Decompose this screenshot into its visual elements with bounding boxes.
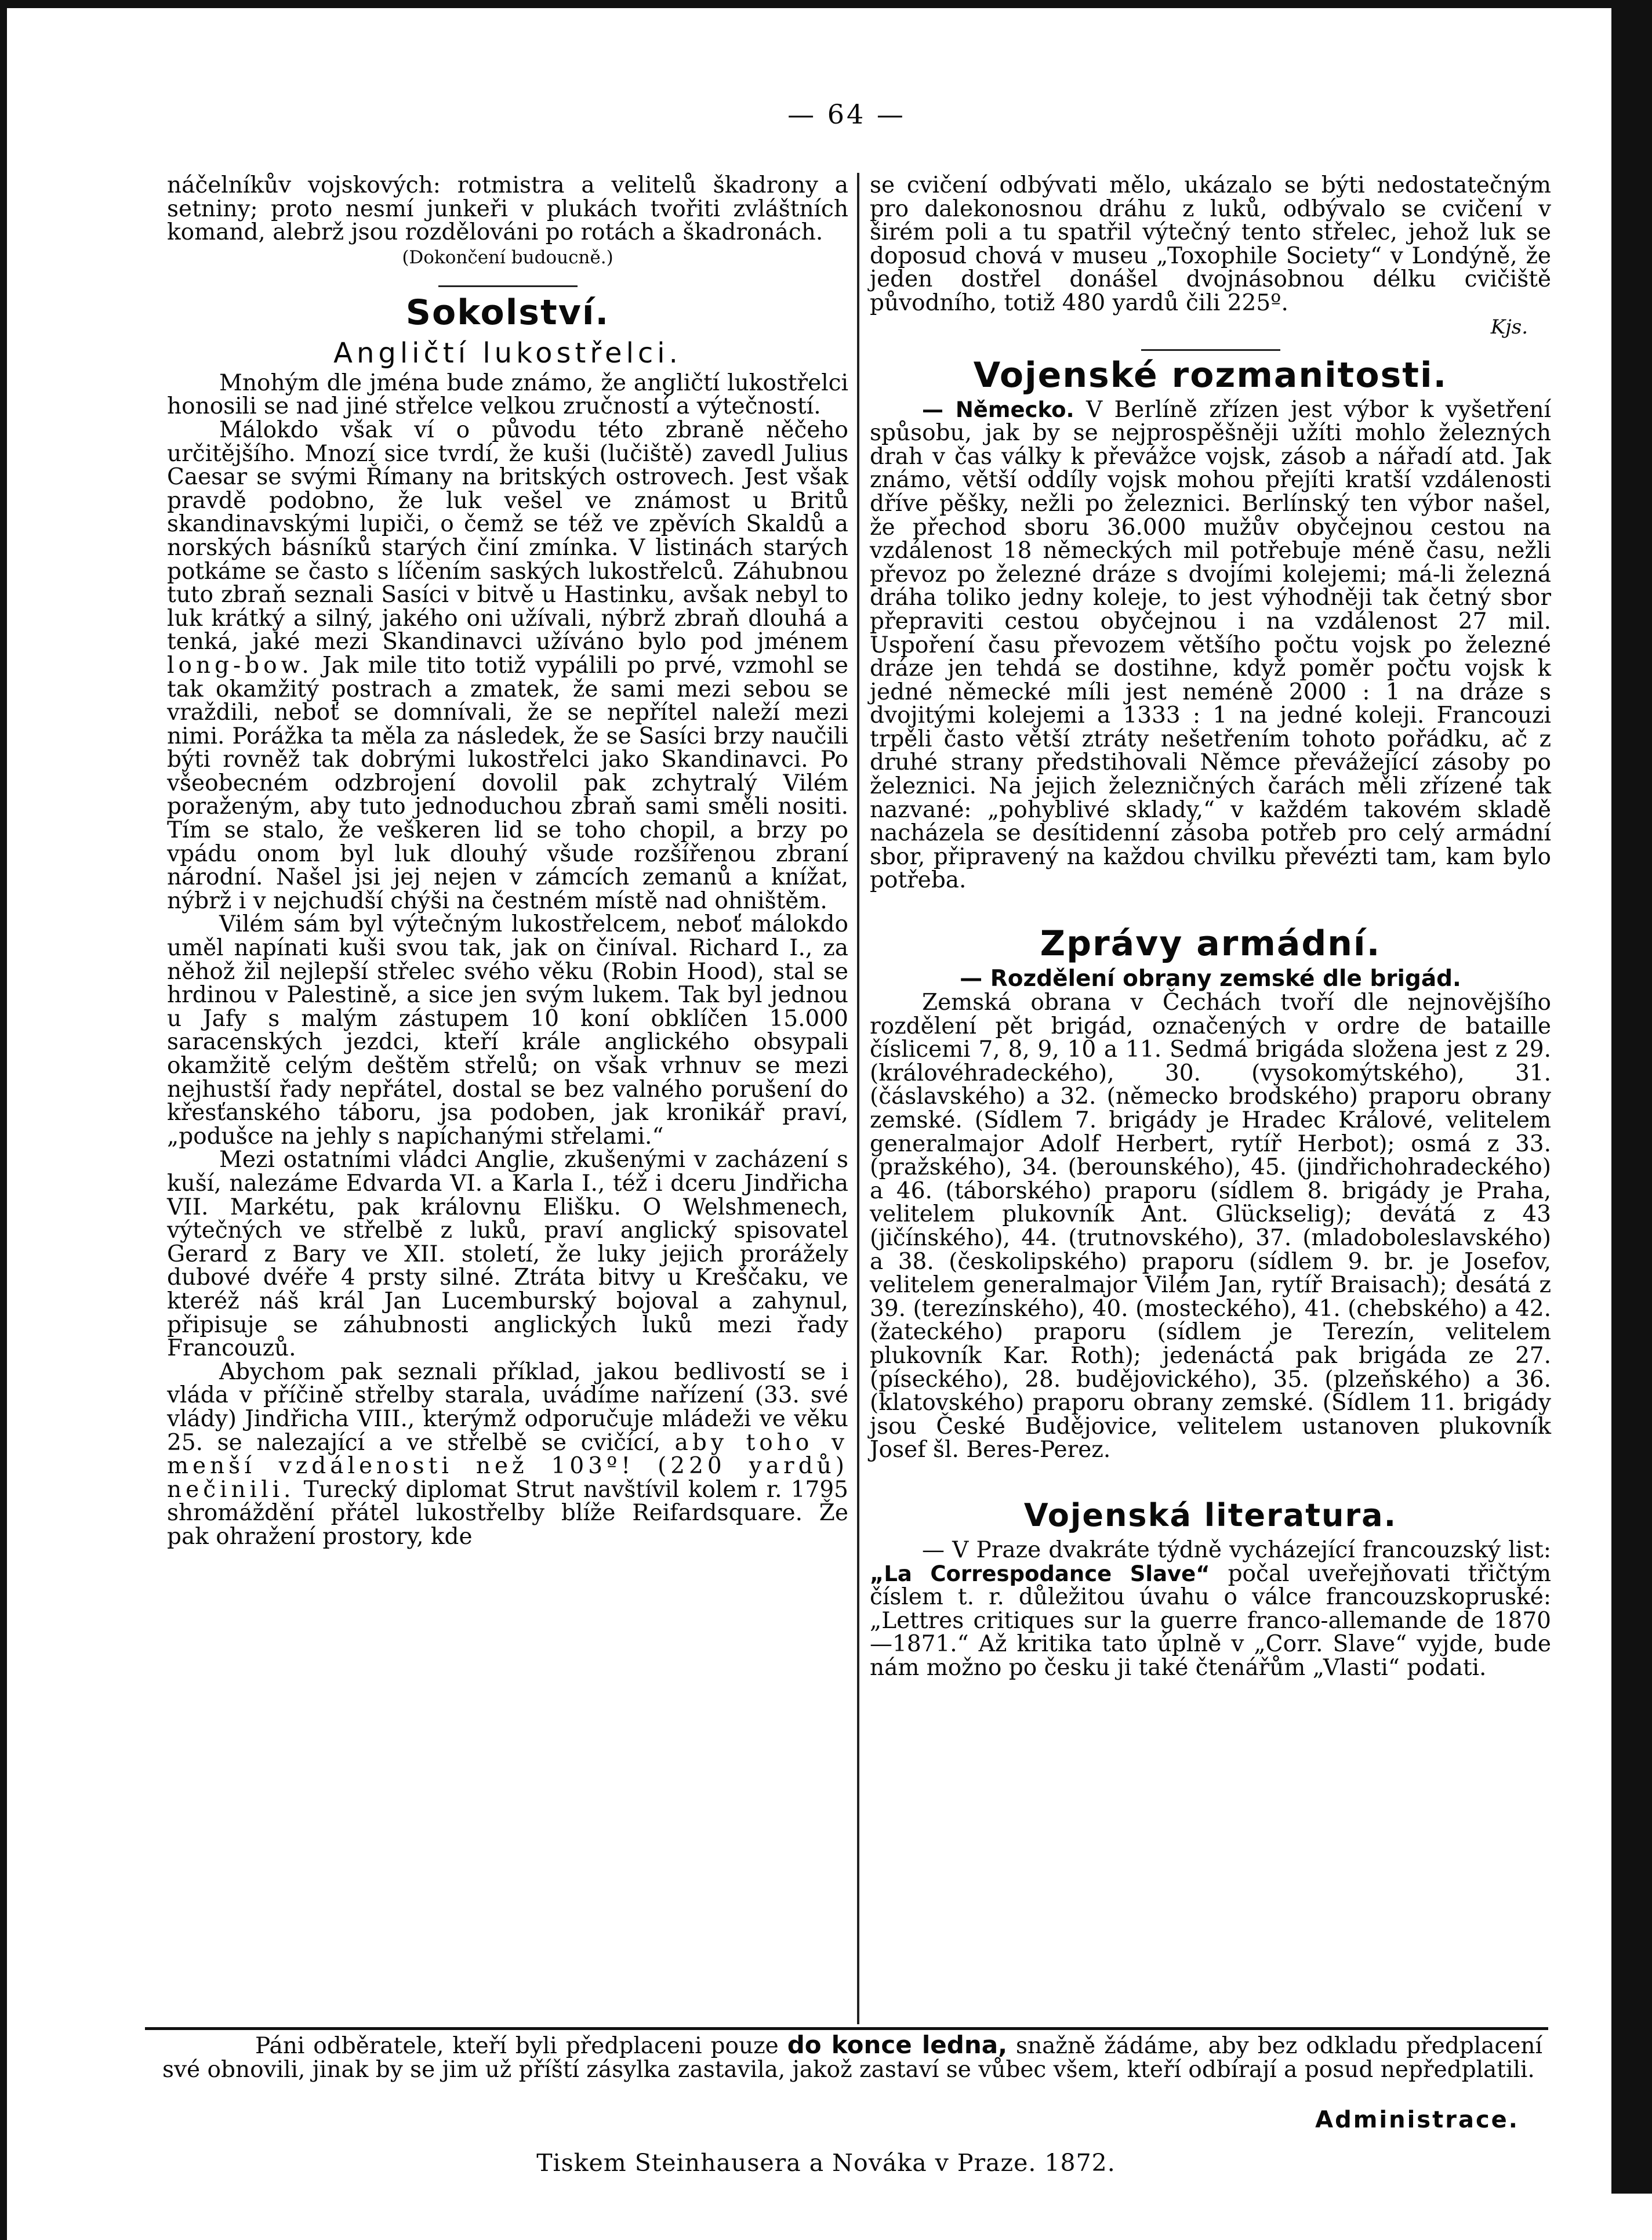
section-title-army: Zprávy armádní. (1040, 923, 1381, 965)
paragraph: Mnohým dle jména bude známo, že angličtí lukostřelci honosili se nad jiné střelce velkou zručností a výtečností. (167, 369, 848, 420)
lead-germany: — Německo. (922, 397, 1074, 422)
author-signature: Kjs. (1490, 315, 1528, 339)
continuation-paragraph: se cvičení odbývati mělo, ukázalo se býti nedostatečným pro dalekonosnou dráhu z luků, odbývalo se cvičení v širém poli a tu spatřil výtečný tento střelec, jehož luk se doposud chová v museu „Toxophile Society“ v Londýně, že jeden dostřel donášel dvojnásobnou délku cvičiště původního, totiž 480 yardů čili 225º. (870, 172, 1551, 316)
separator (1141, 349, 1280, 351)
column-divider (857, 173, 859, 2024)
paragraph: Mezi ostatními vládci Anglie, zkušenými v zacházení s kuší, nalezáme Edvarda VI. a Karla I., též i dceru Jindřicha VII. Markétu, pak královnu Elišku. O Welshmenech, výtečných ve střelbě z luků, praví anglický spisovatel Gerard z Bary ve XII. století, že luky jejich prorážely dubové dvéře 4 prsty silné. Ztráta bitvy u Kreščaku, ve kteréž náš král Jan Lucemburský bojoval a zahynul, připisuje se záhubnosti anglických luků mezi řady Francouzů. (167, 1147, 848, 1362)
continued-note: (Dokončení budoucně.) (402, 247, 613, 268)
section-title-sokolstvi: Sokolství. (405, 292, 610, 333)
paragraph-text: — V Praze dvakráte týdně vycházející francouzský list: (922, 1536, 1551, 1563)
paragraph-text: V Berlíně zřízen jest výbor k vyšetření spůsobu, jak by se nejprospěšněji užíti mohlo železných drah v čas války k převážce vojsk, zásob a nářadí atd. Jak známo, větší oddíly vojsk mohou přejíti kratší vzdálenosti dříve pěšky, nežli po železnici. Berlínský ten výbor našel, že přechod sboru 36.000 mužův obyčejnou cestou na vzdálenost 18 německých mil potřebuje méně času, nežli převoz po železné dráze s dvojími kolejemi; má-li železná dráha toliko jedny koleje, to jest výhodněji tak četný sbor přepraviti cestou obyčejnou i na vzdálenost 27 mil. Uspoření času převozem většího počtu vojsk po železné dráze jen tehdá se dostihne, když poměr počtu vojsk k jedné německé míli jest neméně 2000 : 1 na dráze s dvojitými kolejemi a 1333 : 1 na jedné koleji. Francouzi trpěli často větší ztráty nešetřením tohoto pořádku, ač z druhé strany předstihovali Němce převážející zásoby po železnici. Na jejich železničných čarách měli zřízené tak nazvané: „pohyblivé sklady,“ v každém takovém skladě nacházela se desítidenní zásoba potřeb pro celý armádní sbor, připravený na každou chvilku převézti tam, kam bylo potřeba. (870, 396, 1551, 894)
paragraph (870, 1536, 1551, 1681)
paragraph-text: Turecký diplomat Strut navštívil kolem r. 1795 shromáždění přátel lukostřelby blíže Reifardsquare. Že pak ohražení prostory, kde (167, 1476, 848, 1550)
notice-text: Páni odběratele, kteří byli předplaceni pouze (255, 2033, 779, 2059)
paragraph-text: Jak mile tito totiž vypálili po prvé, vzmohl se tak okamžitý postrach a zmatek, že sami mezi sebou se vraždili, neboť se domnívali, že se nepřítel naleží mezi nimi. Porážka ta měla za následek, že se Sasíci brzy naučili býti rovněž tak dobrými lukostřelci jako Skandinavci. Po všeobecném odzbrojení dovolil pak zchytralý Vilém poraženým, aby tuto jednoduchou zbraň sami směli nositi. Tím se stalo, že veškeren lid se toho chopil, a brzy po vpádu onom byl luk dlouhý všude rozšířenou zbraní národní. Našel jsi jej nejen v zámcích zemanů a knížat, nýbrž i v nejchudší chýši na čestném místě nad ohništěm. (167, 652, 848, 914)
paragraph-text: počal uveřejňovati třičtým číslem t. r. důležitou úvahu o válce francouzskopruské: „Lettres critiques sur la guerre franco-allemande de 1870—1871.“ Až kritika tato úplně v „Corr. Slave“ vyjde, bude nám možno po česku ji také čtenářům „Vlasti“ podati. (870, 1560, 1551, 1681)
journal-title: „La Correspodance Slave“ (870, 1561, 1210, 1586)
section-title-military: Vojenské rozmanitosti. (973, 354, 1448, 396)
separator (438, 285, 578, 287)
notice-paragraph (162, 2033, 1542, 2082)
spacer (870, 1462, 1551, 1491)
spaced-quote: aby toho v menší vzdálenosti než 103º! (220 yardů) nečinili. (167, 1429, 848, 1503)
army-subheading: — Rozdělení obrany zemské dle brigád. (960, 966, 1461, 992)
paragraph (167, 1358, 848, 1550)
left-column (167, 174, 848, 1549)
notice-highlight: do konce ledna, (787, 2031, 1008, 2059)
page-number: — 64 — (787, 99, 906, 130)
paragraph (870, 398, 1551, 893)
spaced-term: long-bow. (167, 652, 313, 679)
subscription-notice (162, 2033, 1542, 2082)
right-column (870, 174, 1551, 1680)
article-title-lukostrelci: Angličtí lukostřelci. (333, 336, 682, 369)
footer-rule (145, 2027, 1548, 2030)
printer-imprint: Tiskem Steinhausera a Nováka v Praze. 1872. (536, 2149, 1116, 2177)
intro-paragraph: náčelníkův vojskových: rotmistra a velitelů škadrony a setniny; proto nesmí junkeři v plukách tvořiti zvláštních komand, alebrž jsou rozdělováni po rotách a škadronách. (167, 172, 848, 246)
paragraph (167, 416, 848, 914)
paragraph: Zemská obrana v Čechách tvoří dle nejnovějšího rozdělení pět brigád, označených v ordre de bataille číslicemi 7, 8, 9, 10 a 11. Sedmá brigáda složena jest z 29. (královéhradeckého), 30. (vysokomýtského), 31. (čáslavského) a 32. (německo brodského) praporu obrany zemské. (Sídlem 7. brigády je Hradec Králové, velitelem generalmajor Adolf Herbert, rytíř Herbot); osmá z 33. (pražského), 34. (berounského), 45. (jindřichohradeckého) a 46. (táborského) praporu (sídlem 8. brigády je Praha, velitelem plukovník Ant. Glückselig); devátá z 43 (jičínského), 44. (trutnovského), 37. (mladoboleslavského) a 38. (českolipského) praporu (sídlem 9. br. je Josefov, velitelem generalmajor Vilém Jan, rytíř Braisach); desátá z 39. (terezínského), 40. (mosteckého), 41. (chebského) a 42. (žateckého) praporu (sídlem je Terezín, velitelem plukovník Kar. Roth); jedenáctá pak brigáda ze 27. (píseckého), 28. budějovického), 35. (plzeňského) a 36. (klatovského) praporu obrany zemské. (Sídlem 11. brigády jsou České Budějovice, velitelem ustanoven plukovník Josef šl. Beres-Perez. (870, 989, 1551, 1463)
paragraph-text: Málokdo však ví o původu této zbraně něčeho určitějšího. Mnozí sice tvrdí, že kuši (lučiště) zavedl Julius Caesar se svými Římany na britských ostrovech. Jest však pravdě podobno, že luk vešel ve známost u Britů skandinavskými lupiči, o čemž se též ve zpěvích Skaldů a norských básníků starých činí zmínka. V listinách starých potkáme se často s líčením saských lukostřelců. Záhubnou tuto zbraň seznali Sasíci v bitvě u Hastinku, avšak nebyl to luk krátký a silný, jakého oni užívali, nýbrž zbraň dlouhá a tenká, jaké mezi Skandinavci užíváno bylo pod jménem (167, 416, 848, 655)
spacer (870, 893, 1551, 919)
notice-text: snažně žádáme, aby bez odkladu předplacení své obnovili, jinak by se jim už příští zásylka zastavila, jakož zastaví se vůbec všem, kteří odbírají a posud nepředplatili. (162, 2033, 1543, 2083)
paragraph: Vilém sám byl výtečným lukostřelcem, neboť málokdo uměl napínati kuši svou tak, jak on činíval. Richard I., za něhož žil nejlepší střelec svého věku (Robin Hood), stal se hrdinou v Palestině, a sice jen svým lukem. Tak byl jednou u Jafy s malým zástupem 10 koní obklíčen 15.000 saracenských jezdci, kteří krále anglického obsypali okamžitě celým deštěm střelů; on však vrhnuv se mezi nejhustší řady nepřátel, dostal se bez valného porušení do křesťanského táboru, jsa podoben, jak kronikář praví, „podušce na jehly s napíchanými střelami.“ (167, 911, 848, 1150)
section-title-literature: Vojenská literatura. (1023, 1496, 1397, 1534)
administration-signoff: Administrace. (1315, 2107, 1519, 2133)
paragraph-text: Abychom pak seznali příklad, jakou bedlivostí se i vláda v příčině střelby starala, uvádíme nařízení (33. své vlády) Jindřicha VIII., kterýmž odporučuje mládeži ve věku 25. se nalezající a ve střelbě se cvičící, (167, 1358, 848, 1456)
